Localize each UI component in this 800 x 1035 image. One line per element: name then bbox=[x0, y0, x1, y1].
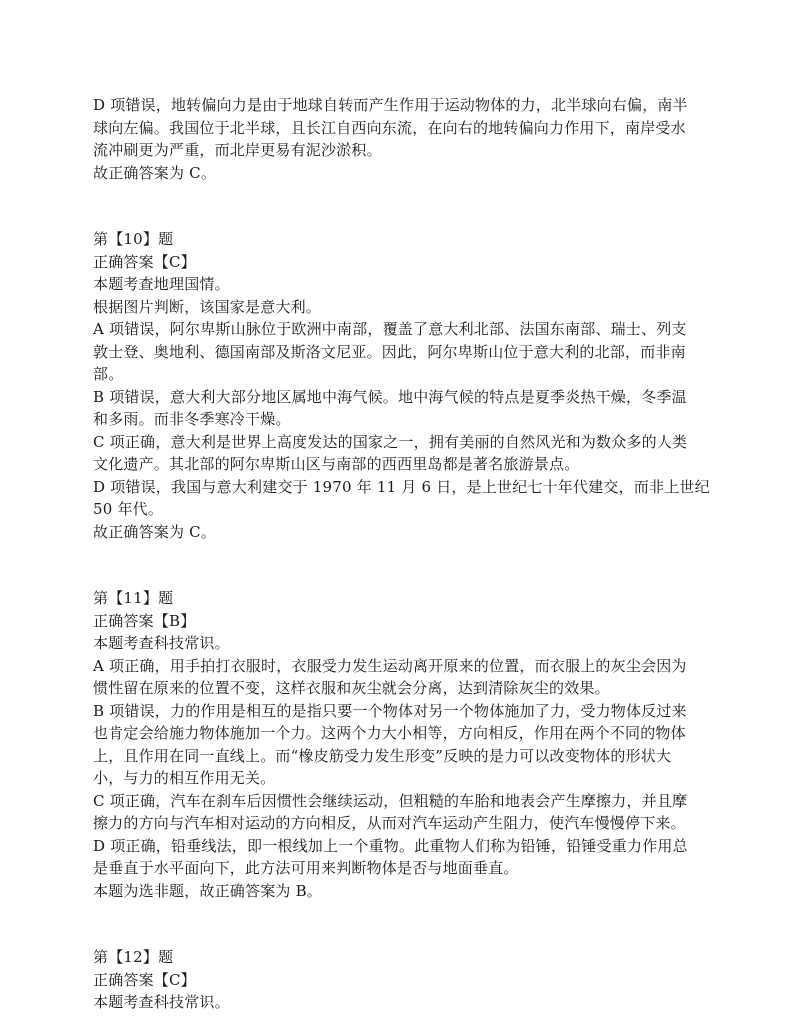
correct-answer: 正确答案【C】 bbox=[93, 252, 196, 271]
question-title: 第【11】题 bbox=[93, 589, 174, 607]
text-line: A 项正确，用手拍打衣服时，衣服受力发生运动离开原来的位置，而衣服上的灰尘会因为 bbox=[93, 656, 687, 675]
text-line: 本题为选非题，故正确答案为 B。 bbox=[93, 881, 322, 900]
text-line: 小，与力的相互作用无关。 bbox=[93, 769, 276, 787]
text-line: 本题考查地理国情。 bbox=[93, 275, 230, 293]
text-line: 本题考查科技常识。 bbox=[93, 993, 230, 1011]
text-line: 本题考查科技常识。 bbox=[93, 634, 230, 652]
question-10-section bbox=[93, 228, 711, 543]
question-title: 第【10】题 bbox=[93, 230, 174, 248]
spacer bbox=[93, 902, 711, 946]
correct-answer: 正确答案【B】 bbox=[93, 611, 196, 630]
text-line: 部。 bbox=[93, 365, 124, 383]
text-line: D 项错误，我国与意大利建交于 1970 年 11 月 6 日，是上世纪七十年代建交，而非上世纪 bbox=[93, 477, 710, 496]
text-line: 根据图片判断，该国家是意大利。 bbox=[93, 297, 322, 316]
text-line: 是垂直于水平面向下，此方法可用来判断物体是否与地面垂直。 bbox=[93, 859, 519, 877]
text-line: 上，且作用在同一直线上。而“橡皮筋受力发生形变”反映的是力可以改变物体的形状大 bbox=[93, 746, 672, 765]
text-line: B 项错误，意大利大部分地区属地中海气候。地中海气候的特点是夏季炎热干燥，冬季温 bbox=[93, 387, 687, 406]
text-line: 文化遗产。其北部的阿尔卑斯山区与南部的西西里岛都是著名旅游景点。 bbox=[93, 455, 580, 473]
correct-answer: 正确答案【C】 bbox=[93, 970, 196, 989]
text-line: 和多雨。而非冬季寒冷干燥。 bbox=[93, 410, 291, 428]
question-11-section bbox=[93, 587, 711, 902]
text-line: 惯性留在原来的位置不变，这样衣服和灰尘就会分离，达到清除灰尘的效果。 bbox=[93, 679, 610, 697]
text-line: 流冲刷更为严重，而北岸更易有泥沙淤积。 bbox=[93, 141, 382, 159]
document-page bbox=[93, 94, 711, 1014]
text-line: 故正确答案为 C。 bbox=[93, 522, 217, 541]
text-line: 50 年代。 bbox=[93, 500, 164, 518]
intro-section bbox=[93, 94, 711, 184]
text-line: D 项正确，铅垂线法，即一根线加上一个重物。此重物人们称为铅锤，铅锤受重力作用总 bbox=[93, 836, 688, 855]
spacer bbox=[93, 184, 711, 228]
text-line: C 项正确，汽车在刹车后因惯性会继续运动，但粗糙的车胎和地表会产生摩擦力，并且摩 bbox=[93, 791, 688, 810]
text-line: D 项错误，地转偏向力是由于地球自转而产生作用于运动物体的力，北半球向右偏，南半 bbox=[93, 96, 688, 114]
question-12-section bbox=[93, 946, 711, 1014]
spacer bbox=[93, 543, 711, 587]
text-line: 擦力的方向与汽车相对运动的方向相反，从而对汽车运动产生阻力，使汽车慢慢停下来。 bbox=[93, 814, 686, 832]
text-line: 也肯定会给施力物体施加一个力。这两个力大小相等，方向相反，作用在两个不同的物体 bbox=[93, 724, 686, 742]
text-line: A 项错误，阿尔卑斯山脉位于欧洲中南部，覆盖了意大利北部、法国东南部、瑞士、列支 bbox=[93, 320, 687, 338]
text-line: B 项错误，力的作用是相互的是指只要一个物体对另一个物体施加了力，受力物体反过来 bbox=[93, 701, 687, 720]
text-line: 球向左偏。我国位于北半球，且长江自西向东流，在向右的地转偏向力作用下，南岸受水 bbox=[93, 118, 686, 137]
text-line: 敦士登、奥地利、德国南部及斯洛文尼亚。因此，阿尔卑斯山位于意大利的北部，而非南 bbox=[93, 342, 686, 361]
text-line: C 项正确，意大利是世界上高度发达的国家之一，拥有美丽的自然风光和为数众多的人类 bbox=[93, 432, 688, 451]
question-title: 第【12】题 bbox=[93, 948, 174, 966]
text-line: 故正确答案为 C。 bbox=[93, 163, 217, 182]
